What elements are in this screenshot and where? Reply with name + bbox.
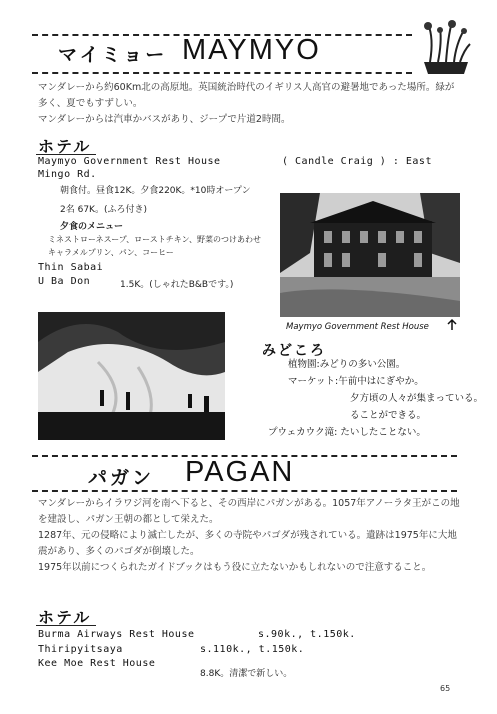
hotel-u-ba-don-detail: 1.5K。(しゃれたB&Bです。) (120, 280, 234, 290)
hotel-thin-sabai: Thin Sabai (38, 262, 104, 273)
pagan-hotel-heading: ホテル (38, 608, 92, 627)
hotel-u-ba-don: U Ba Don (38, 276, 91, 287)
hotel-thiripyitsaya-price: s.110k., t.150k. (200, 644, 305, 655)
hotel-thiripyitsaya: Thiripyitsaya (38, 644, 123, 655)
maymyo-hotel-heading-underline (36, 154, 96, 155)
pagan-title-underline (32, 490, 457, 492)
pagan-title-ja: パガン (88, 467, 155, 489)
hw-line-menu-1: ミネストローネスープ、ローストチキン、野菜のつけあわせ (48, 235, 262, 244)
dokoro-item-text: :みどりの多い公園。 (316, 359, 406, 370)
rest-house-photo-caption: Maymyo Government Rest House (286, 322, 429, 332)
dokoro-item (288, 407, 483, 424)
dokoro-list (268, 356, 484, 441)
maymyo-hotel-heading: ホテル (38, 137, 92, 156)
maymyo-title-ja: マイミョー (58, 44, 168, 66)
hotel-maymyo-government-rest-house: Maymyo Government Rest House (38, 156, 221, 167)
dokoro-item-text: ることができる。 (350, 410, 427, 421)
hand-drawn-arrow-icon (446, 318, 458, 332)
pagan-title-en: PAGAN (185, 456, 295, 488)
maymyo-intro-line-2: マンダレーからは汽車かバスがあり、ジープで片道2時間。 (38, 114, 291, 125)
pagan-intro-line-2: 1287年、元の侵略により滅亡したが、多くの寺院やパゴダが残されている。遺跡は1975年に大地震があり、多くのパゴダが倒壊した。 (38, 530, 457, 557)
hw-line-menu-2: キャラメルプリン、パン、コーヒー (48, 248, 174, 257)
hotel-kee-moe-price: 8.8K。清潔で新しい。 (200, 669, 293, 679)
dokoro-item (268, 424, 483, 441)
maymyo-dokoro-heading: みどころ (262, 343, 326, 359)
maymyo-intro-line-1: マンダレーから約60Km北の高原地。英国統治時代のイギリス人高官の避暑地であった場所。緑が多く、夏でもすずしい。 (38, 82, 455, 109)
pagan-intro (38, 496, 463, 576)
dokoro-item (288, 356, 483, 373)
hotel-address: Mingo Rd. (38, 169, 97, 180)
hotel-kee-moe-rest-house: Kee Moe Rest House (38, 658, 156, 669)
dokoro-item-text: 夕方頃の人々が集まっている。 (350, 393, 484, 404)
waterfall-photo (38, 312, 225, 440)
dokoro-item-label: 植物園 (288, 359, 317, 370)
plant-illustration-icon (418, 18, 474, 76)
maymyo-title-underline (32, 72, 412, 74)
hw-line-dinner-menu-heading: 夕食のメニュー (60, 222, 124, 232)
hotel-candle-craig-note: ( Candle Craig ) : East (282, 156, 432, 167)
hw-line-room-price: 2名 67K。(ふろ付き) (60, 205, 147, 215)
pagan-intro-line-3: 1975年以前につくられたガイドブックはもう役に立たないかもしれないので注意すること。 (38, 562, 432, 573)
dokoro-item-label: プウェカウク滝 (268, 427, 335, 438)
hw-line-meal-prices: 朝食付。昼食12K。夕食220K。*10時オープン (60, 186, 251, 196)
maymyo-intro (38, 80, 463, 128)
dokoro-item (288, 390, 483, 407)
pagan-hotel-heading-underline (36, 625, 96, 626)
rest-house-photo (280, 193, 460, 317)
dokoro-item-label: マーケット (288, 376, 336, 387)
hotel-burma-airways-price: s.90k., t.150k. (258, 629, 356, 640)
page-number: 65 (440, 684, 451, 693)
dokoro-item (288, 373, 483, 390)
dokoro-item-text: : たいしたことない。 (334, 427, 426, 438)
pagan-intro-line-1: マンダレーからイラワジ河を南へ下ると、その西岸にパガンがある。1057年アノーラタ王がこの地を建設し、パガン王朝の都として栄えた。 (38, 498, 460, 525)
dokoro-item-text: :午前中はにぎやか。 (335, 376, 424, 387)
maymyo-title-en: MAYMYO (182, 34, 321, 66)
hotel-burma-airways-rest-house: Burma Airways Rest House (38, 629, 195, 640)
